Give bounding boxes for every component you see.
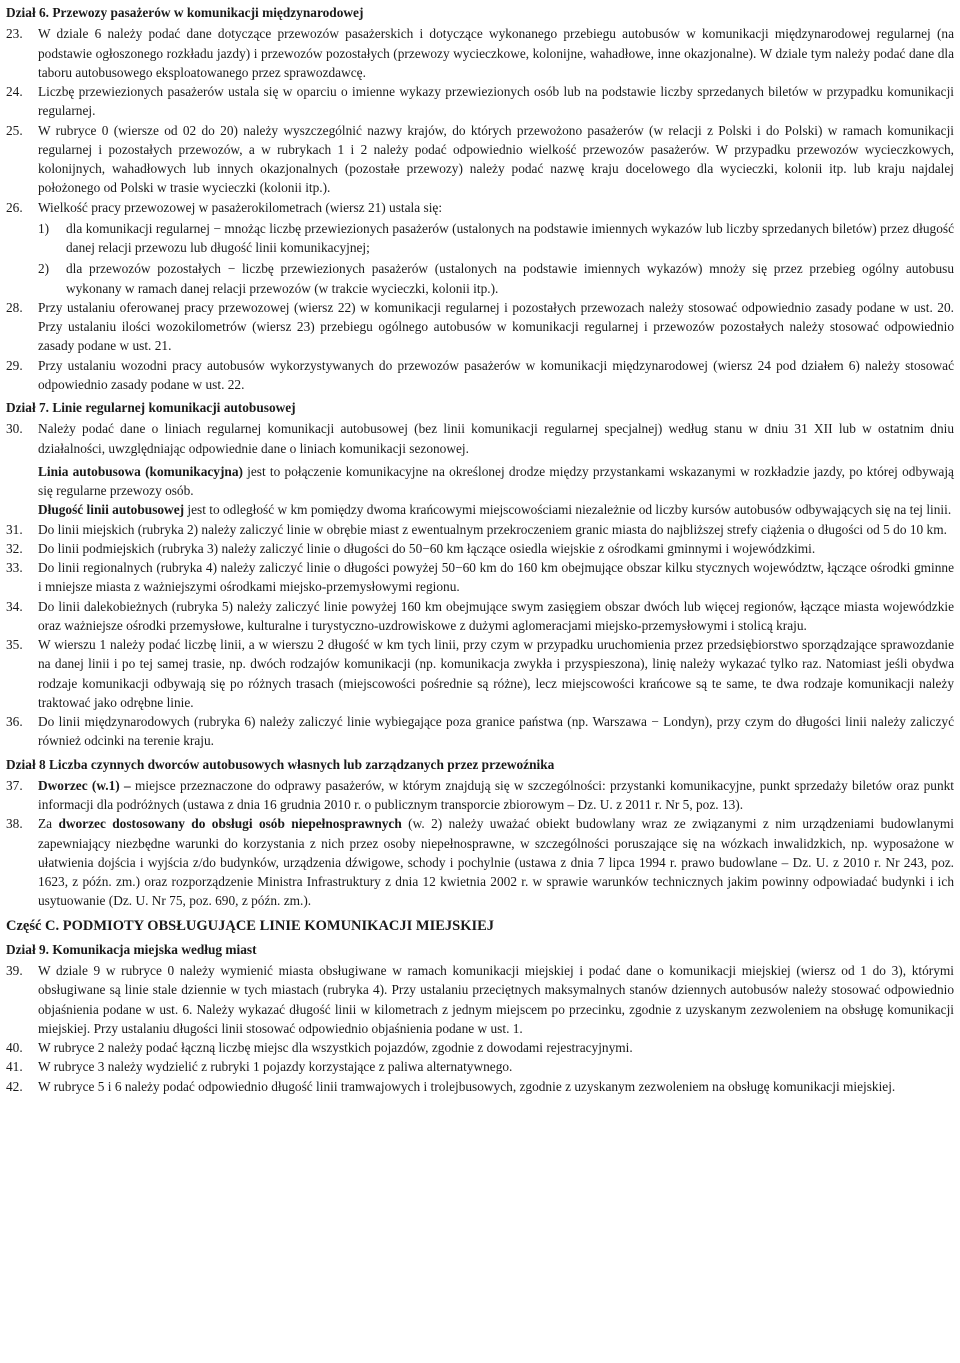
paragraph-36 (6, 712, 954, 751)
paragraph-28 (6, 298, 954, 356)
paragraph-text: Do linii miejskich (rubryka 2) należy zaliczyć linie w obrębie miast z ewentualnym przekroczeniem granic miasta do najbliższej strefy ciążenia o długości od 5 do 10 km. (38, 521, 947, 537)
paragraph-number: 38. (6, 816, 23, 832)
paragraph-text: W rubryce 2 należy podać łączną liczbę miejsc dla wszystkich pojazdów, zgodnie z dowodami rejestracyjnymi. (38, 1040, 633, 1055)
paragraph-text: Do linii regionalnych (rubryka 4) należy zaliczyć linie o długości powyżej 50−60 km do 160 km obejmujące obszar kilku stycznych województw, łączące ośrodki gminne i mniejsze miasta z ważniejszymi ośrodkami miejsko-przemysłowymi regionu. (38, 560, 954, 595)
paragraph-body (38, 814, 954, 910)
paragraph-number: 26. (6, 199, 23, 215)
paragraph-body (38, 198, 954, 298)
paragraph-26 (6, 198, 954, 298)
paragraph-41 (6, 1057, 954, 1076)
paragraph-23 (6, 24, 954, 82)
sub-point-1 (38, 219, 954, 258)
sub-point-number: 1) (38, 220, 50, 236)
definition-term: Linia autobusowa (komunikacyjna) (38, 463, 243, 479)
paragraph-39 (6, 961, 954, 1038)
sub-point-number: 2) (38, 261, 50, 277)
paragraph-number: 30. (6, 421, 23, 437)
paragraph-number: 39. (6, 963, 23, 978)
paragraph-35 (6, 635, 954, 712)
paragraph-24 (6, 82, 954, 121)
paragraph-text: Liczbę przewiezionych pasażerów ustala się w oparciu o imienne wykazy przewiezionych osób lub na podstawie liczby sprzedanych biletów w przypadku komunikacji regularnej. (38, 84, 954, 119)
paragraph-text: W rubryce 5 i 6 należy podać odpowiednio długość linii tramwajowych i trolejbusowych, zgodnie z uzyskanym zezwoleniem na obsługę komunikacji miejskiej. (38, 1078, 896, 1094)
section-heading-dzial-9: Dział 9. Komunikacja miejska według miast (6, 941, 257, 957)
paragraph-33 (6, 558, 954, 597)
definition-dlugosc (38, 500, 954, 519)
paragraph-text: Wielkość pracy przewozowej w pasażerokilometrach (wiersz 21) ustala się: (38, 199, 443, 215)
definition-term: Długość linii autobusowej (38, 502, 185, 518)
paragraph-text: Do linii podmiejskich (rubryka 3) należy zaliczyć linie o długości do 50−60 km łączące osiedla wiejskie z ośrodkami gminnymi i wojewódzkimi. (38, 540, 816, 556)
paragraph-number: 35. (6, 637, 23, 652)
sub-point-text: dla komunikacji regularnej − mnożąc liczbę przewiezionych pasażerów (ustalonych na podstawie imiennych wykazów lub liczby sprzedanych biletów) przez długość danej relacji przewozu lub długość linii komunikacyjnej; (66, 220, 954, 255)
paragraph-text: W dziale 9 w rubryce 0 należy wymienić miasta obsługiwane w ramach komunikacji miejskiej i podać dane o komunikacji miejskiej (wiersz od 1 do 3), którymi obsługiwane są linie stale dziennie w tych miastach (rubryka 4). Przy ustalaniu przeciętnych maksymalnych stanów dziennych autobusów należy stosować odpowiednio objaśnienia podane w ust. 6. Należy wykazać długość linii w kilometrach z jednym miejscem po przecinku, zgodnie z uzyskanym zezwoleniem na obsługę komunikacji miejskiej. Przy ustalaniu długości linii stosować odpowiednio objaśnienia podane w ust. 1. (38, 963, 954, 1036)
sub-point-2 (38, 259, 954, 298)
paragraph-text: Do linii międzynarodowych (rubryka 6) należy zaliczyć linie wybiegające poza granice państwa (np. Warszawa − Londyn), przy czym do długości linii należy zaliczyć również odcinki na terenie kraju. (38, 714, 954, 749)
paragraph-text-prefix: Za (38, 816, 59, 832)
paragraph-text: Przy ustalaniu oferowanej pracy przewozowej (wiersz 22) w komunikacji regularnej i pozostałych przewozach należy stosować odpowiednio zasady podane w ust. 20. Przy ustalaniu ilości wozokilometrów (wiersz 23) przebiegu ogólnego autobusów w komunikacji regularnej i przewozów pozostałych należy stosować odpowiednio zasady podane w ust. 21. (38, 299, 954, 354)
paragraph-number: 28. (6, 299, 23, 315)
paragraph-number: 34. (6, 598, 23, 614)
paragraph-text: W rubryce 0 (wiersze od 02 do 20) należy wyszczególnić nazwy krajów, do których przewożono pasażerów (w relacji z Polski i do Polski) w ramach komunikacji regularnej i pozostałych przewozów, a w rubrykach 1 i 2 należy podać odpowiednio wielkość przewozów pasażerów. W przypadku przewozów wycieczkowych, kolonijnych, wahadłowych lub innych okazjonalnych (pozostałe przewozy) należy podać nazwę kraju docelowego dla wycieczki, kolonii itp. lub kraju najdalej położonego od Polski w trasie wycieczki (kolonii itp.). (38, 122, 954, 196)
paragraph-body (38, 776, 954, 815)
paragraph-34 (6, 597, 954, 636)
section-heading-dzial-6: Dział 6. Przewozy pasażerów w komunikacji międzynarodowej (6, 5, 364, 20)
paragraph-text: Do linii dalekobieżnych (rubryka 5) należy zaliczyć linie powyżej 160 km obejmujące swym zasięgiem obszar dwóch lub więcej regionów, łączące miasta wojewódzkie oraz ważniejsze ośrodki przemysłowe, kulturalne i turystyczno-uzdrowiskowe z dużymi aglomeracjami miejsko-przemysłowymi i stolicą kraju. (38, 598, 954, 633)
paragraph-29 (6, 356, 954, 395)
paragraph-37 (6, 776, 954, 815)
paragraph-text: W rubryce 3 należy wydzielić z rubryki 1 pojazdy korzystające z paliwa alternatywnego. (38, 1059, 513, 1075)
paragraph-30 (6, 419, 954, 458)
definition-linia (38, 462, 954, 501)
paragraph-text: W dziale 6 należy podać dane dotyczące przewozów pasażerskich i dotyczące wykonanego przebiegu autobusów w komunikacji międzynarodowej regularnej (na podstawie ogłoszonego rozkładu jazdy) i przewozów pozostałych (przewozy wycieczkowe, kolonijne, wahadłowe, inne okazjonalne). W dziale tym należy podać dane dla taboru autobusowego eksploatowanego przez sprawozdawcę. (38, 26, 954, 80)
paragraph-31 (6, 520, 954, 539)
paragraph-32 (6, 539, 954, 558)
paragraph-number: 23. (6, 26, 23, 42)
paragraph-text: Przy ustalaniu wozodni pracy autobusów wykorzystywanych do przewozów pasażerów w komunikacji międzynarodowej (wiersz 24 pod działem 6) należy stosować odpowiednio zasady podane w ust. 22. (38, 357, 954, 392)
sub-point-text: dla przewozów pozostałych − liczbę przewiezionych pasażerów (ustalonych na podstawie imiennych wykazów) mnoży się przez przebieg ogólny autobusu wykonany w ramach danej relacji przewozów (w trakcie wycieczki, kolonii itp.). (66, 261, 954, 296)
section-heading-dzial-7: Dział 7. Linie regularnej komunikacji autobusowej (6, 400, 296, 415)
paragraph-38 (6, 814, 954, 910)
term-bold: dworzec dostosowany do obsługi osób niepełnosprawnych (58, 816, 402, 832)
paragraph-number: 32. (6, 540, 23, 556)
paragraph-40 (6, 1038, 954, 1057)
paragraph-number: 29. (6, 357, 23, 373)
paragraph-text: miejsce przeznaczone do odprawy pasażerów, w którym znajdują się w szczególności: przystanki komunikacyjne, punkt sprzedaży biletów oraz punkt informacji dla podróżnych (ustawa z dnia 16 grudnia 2010 r. o publicznym transporcie zbiorowym – Dz. U. z 2011 r. Nr 5, poz. 13). (38, 777, 954, 812)
paragraph-number: 37. (6, 777, 23, 793)
definition-text: jest to odległość w km pomiędzy dwoma krańcowymi miejscowościami niezależnie od liczby kursów autobusów odbywających się na tej linii. (184, 502, 952, 518)
paragraph-number: 33. (6, 560, 23, 575)
paragraph-text: W wierszu 1 należy podać liczbę linii, a w wierszu 2 długość w km tych linii, przy czym w przypadku uruchomienia przez przedsiębiorstwo sporządzające sprawozdanie na danej linii i po tej samej trasie, np. dwóch rodzajów komunikacji (np. komunikacja zwykła i przyspieszona), linię należy wykazać tylko raz. Natomiast jeśli obydwa rodzaje komunikacji odbywają się po różnych trasach (miejscowości pośrednie są różne), lecz miejscowości krańcowe są te same, te dwa rodzaje komunikacji należy traktować jako odrębne linie. (38, 637, 954, 710)
paragraph-number: 31. (6, 521, 23, 537)
paragraph-number: 24. (6, 84, 23, 99)
paragraph-42 (6, 1077, 954, 1096)
paragraph-number: 25. (6, 122, 23, 138)
part-heading-czesc-c: Część C. PODMIOTY OBSŁUGUJĄCE LINIE KOMUNIKACJI MIEJSKIEJ (6, 917, 495, 934)
paragraph-text: (w. 2) należy uważać obiekt budowlany wraz ze związanymi z nim urządzeniami budowlanymi zapewniający niezbędne warunki do korzystania z nich przez osoby niepełnosprawne, w szczególności poruszające się na wózkach inwalidzkich, np. wyposażone w ułatwienia dojścia i wyjścia z/do budynków, urządzenia dźwigowe, schody i pochylnie (ustawa z dnia 7 lipca 1994 r. prawo budowlane – Dz. U. z 2010 r. Nr 243, poz. 1623, z późn. zm.) oraz rozporządzenie Ministra Infrastruktury z dnia 12 kwietnia 2002 r. w sprawie warunków technicznych jakim powinny odpowiadać budynki i ich usytuowanie (Dz. U. Nr 75, poz. 690, z późn. zm.). (38, 816, 954, 909)
paragraph-number: 40. (6, 1040, 23, 1055)
term-bold: Dworzec (w.1) – (38, 777, 131, 793)
paragraph-number: 42. (6, 1078, 23, 1094)
section-heading-dzial-8: Dział 8 Liczba czynnych dworców autobusowych własnych lub zarządzanych przez przewoźnika (6, 756, 555, 772)
paragraph-number: 41. (6, 1059, 23, 1075)
paragraph-text: Należy podać dane o liniach regularnej komunikacji autobusowej (bez linii komunikacji regularnej specjalnej) według stanu w dniu 31 XII lub w ostatnim dniu działalności, uwzględniając odpowiednie dane o liniach komunikacji sezonowej. (38, 421, 954, 456)
paragraph-number: 36. (6, 714, 23, 729)
paragraph-25 (6, 121, 954, 198)
definition-text: jest to połączenie komunikacyjne na określonej drodze między przystankami wskazanymi w rozkładzie jazdy, po której odbywają się regularne przewozy osób. (38, 463, 954, 498)
